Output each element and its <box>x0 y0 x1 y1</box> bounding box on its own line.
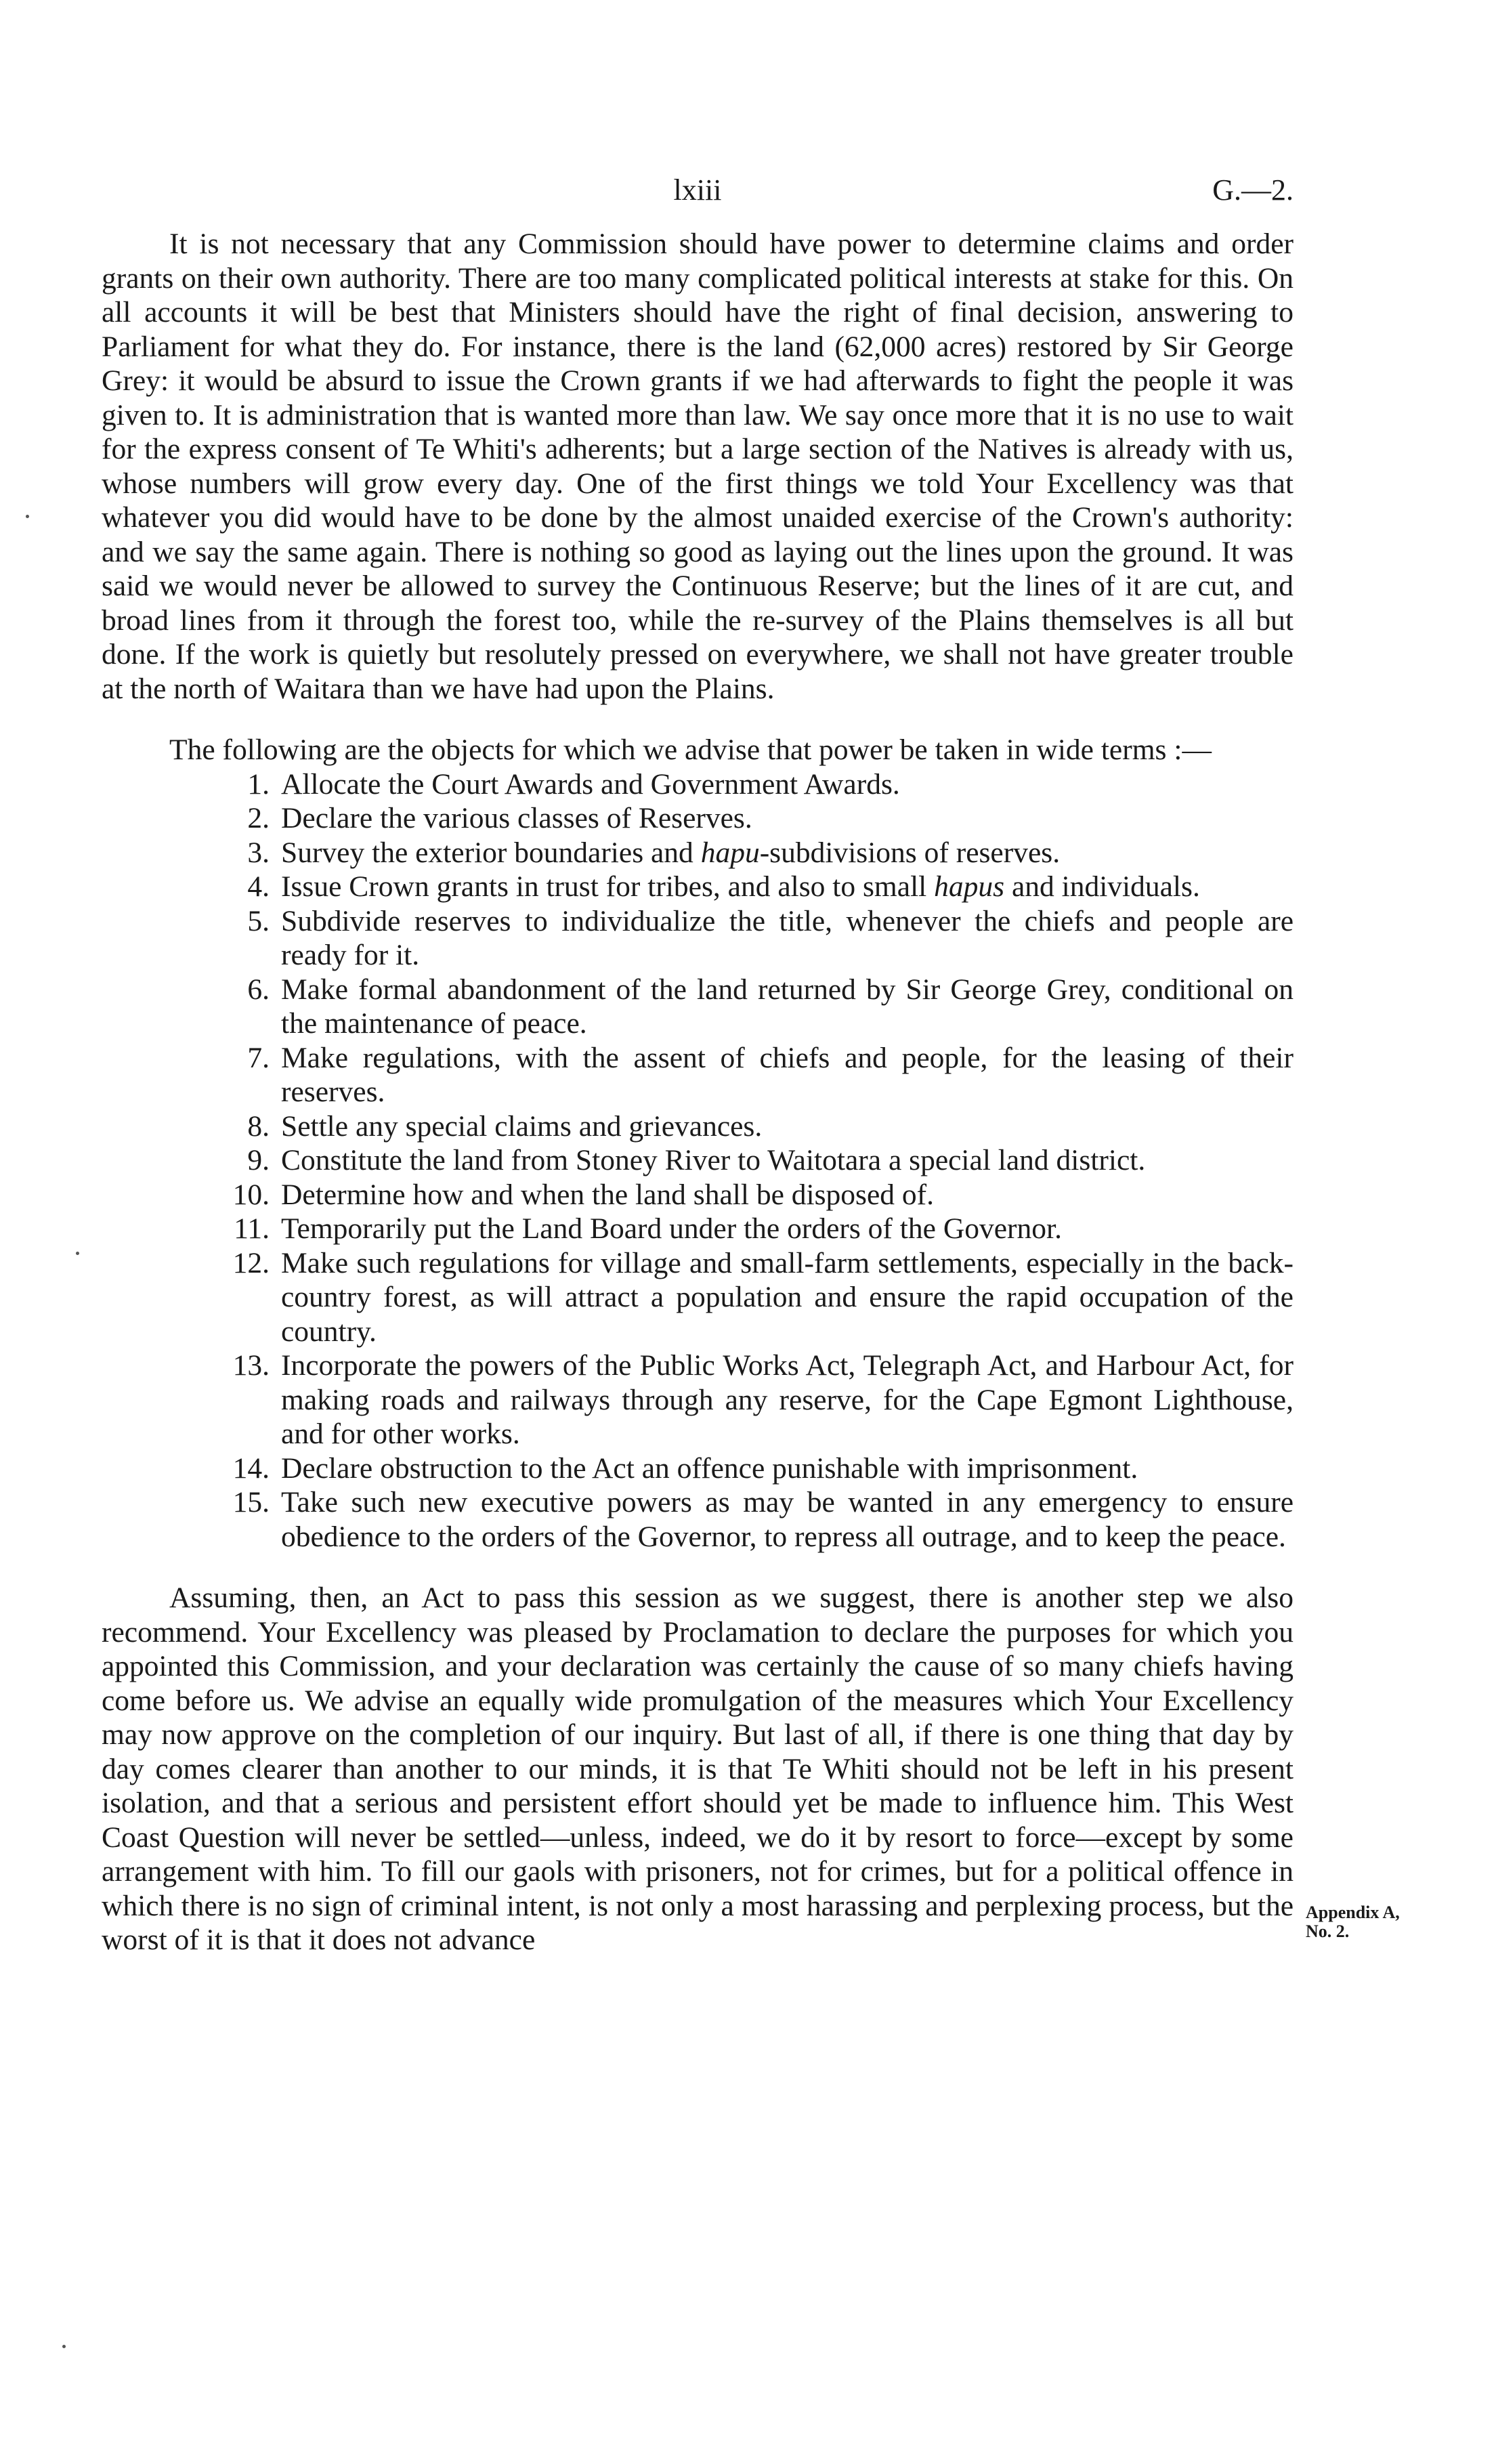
list-item: 11. Temporarily put the Land Board under the orders of the Governor. <box>234 1212 1062 1245</box>
paper-speck <box>76 1252 79 1255</box>
body-text <box>102 227 1294 1957</box>
list-item: 8. Settle any special claims and grievances. <box>247 1109 763 1143</box>
page-number: lxiii <box>673 173 722 207</box>
paper-speck <box>62 2345 66 2348</box>
list-item: 15. Take such new executive powers as may be wanted in any emergency to ensure obedience to the orders of the Governor, to repress all outrage, and to keep the peace. <box>232 1486 1294 1553</box>
list-item: 1. Allocate the Court Awards and Government Awards. <box>247 767 900 801</box>
paragraph-closing: Assuming, then, an Act to pass this session as we suggest, there is another step we also recommend. Your Excellency was pleased by Proclamation to declare the purposes for which you appointed this Commission, and your declaration was certainly the cause of so many chiefs having come before us. We advise an equally wide promulgation of the measures which Your Excellency may now approve on the completion of our inquiry. But last of all, if there is one thing that day by day comes clearer than another to our minds, it is that Te Whiti should not be left in his present isolation, and that a serious and persistent effort should yet be made to influence him. This West Coast Question will never be settled—unless, indeed, we do it by resort to force—except by some arrangement with him. To fill our gaols with prisoners, not for crimes, but for a political offence in which there is no sign of criminal intent, is not only a most harassing and perplexing process, but the worst of it is that it does not advance <box>102 1581 1294 1956</box>
document-reference: G.—2. <box>1212 173 1294 207</box>
list-item: 9. Constitute the land from Stoney River to Waitotara a special land district. <box>247 1144 1146 1176</box>
paragraph-commission-power: It is not necessary that any Commission should have power to determine claims and order grants on their own authority. There are too many complicated political interests at stake for this. On all accounts it will be best that Ministers should have the right of final decision, answering to Parliament for what they do. For instance, there is the land (62,000 acres) restored by Sir George Grey: it would be absurd to issue the Crown grants if we had afterwards to fight the people it was given to. It is administration that is wanted more than law. We say once more that it is no use to wait for the express consent of Te Whiti's adherents; but a large section of the Natives is already with us, whose numbers will grow every day. One of the first things we told Your Excellency was that whatever you did would have to be done by the almost unaided exercise of the Crown's authority: and we say the same again. There is nothing so good as laying out the lines upon the ground. It was said we would never be allowed to survey the Continuous Reserve; but the lines of it are cut, and broad lines from it through the forest too, while the re-survey of the Plains themselves is all but done. If the work is quietly but resolutely pressed on everywhere, we shall not have greater trouble at the north of Waitara than we have had upon the Plains. <box>102 228 1294 705</box>
marginal-note <box>1306 1903 1400 1941</box>
paper-speck <box>26 515 29 518</box>
list-item: 3. Survey the exterior boundaries and hapu-subdivisions of reserves. <box>247 836 1061 869</box>
list-item: 10. Determine how and when the land shall be disposed of. <box>232 1178 935 1211</box>
list-item: 5. Subdivide reserves to individualize the title, whenever the chiefs and people are ready for it. <box>247 904 1294 971</box>
paragraph-objects-intro: The following are the objects for which we advise that power be taken in wide terms :— <box>169 734 1212 766</box>
list-item: 14. Declare obstruction to the Act an offence punishable with imprisonment. <box>232 1451 1138 1485</box>
list-item: 13. Incorporate the powers of the Public Works Act, Telegraph Act, and Harbour Act, for making roads and railways through any reserve, for the Cape Egmont Lighthouse, and for other works. <box>232 1349 1294 1450</box>
marginal-note-line: Appendix A, <box>1306 1903 1400 1922</box>
list-item: 6. Make formal abandonment of the land returned by Sir George Grey, conditional on the maintenance of peace. <box>247 973 1294 1040</box>
marginal-note-line: No. 2. <box>1306 1921 1350 1941</box>
objects-list <box>102 767 1294 1554</box>
list-item: 12. Make such regulations for village and small-farm settlements, especially in the back-country forest, as will attract a population and ensure the rapid occupation of the country. <box>232 1246 1294 1348</box>
list-item: 7. Make regulations, with the assent of chiefs and people, for the leasing of their reserves. <box>247 1041 1294 1108</box>
list-item: 2. Declare the various classes of Reserves. <box>247 802 752 834</box>
list-item: 4. Issue Crown grants in trust for tribes, and also to small hapus and individuals. <box>247 870 1200 903</box>
page-header <box>102 173 1294 213</box>
